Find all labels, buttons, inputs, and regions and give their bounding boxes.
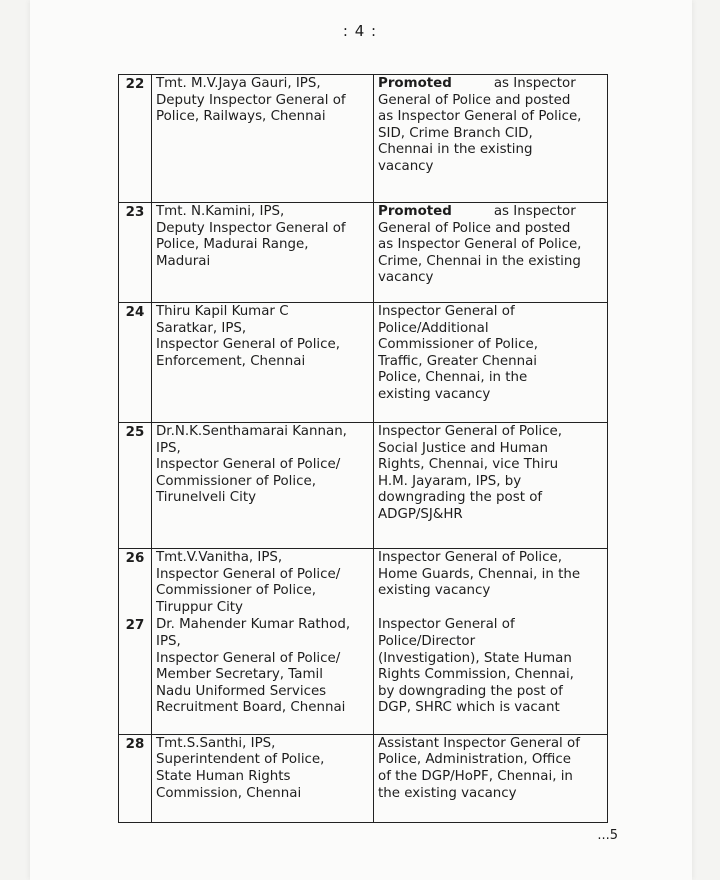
posting-line: Chennai in the existing — [378, 142, 533, 158]
officer-line: State Human Rights — [156, 769, 291, 785]
promotion-label: Promoted — [378, 76, 452, 91]
officer-line: Police, Railways, Chennai — [156, 109, 326, 125]
officer-line: Saratkar, IPS, — [156, 320, 247, 336]
officer-line: IPS, — [156, 440, 181, 456]
serial-number: 24 — [119, 303, 152, 423]
officer-details — [152, 75, 374, 203]
posting-line: Rights, Chennai, vice Thiru — [378, 457, 559, 473]
officer-line: Dr.N.K.Senthamarai Kannan, — [156, 424, 347, 439]
officer-details — [152, 616, 374, 734]
officer-line: Tirunelveli City — [156, 490, 257, 506]
officer-line: Tmt. N.Kamini, IPS, — [156, 204, 285, 219]
posting-details — [374, 549, 608, 617]
table-row — [119, 303, 608, 423]
posting-line: Inspector General of — [378, 617, 515, 633]
officer-line: Inspector General of Police/ — [156, 566, 341, 582]
promotion-label: Promoted — [378, 204, 452, 219]
posting-line — [378, 204, 603, 221]
officer-line: Commissioner of Police, — [156, 473, 316, 489]
officer-details — [152, 303, 374, 423]
officer-line: Inspector General of Police, — [156, 337, 340, 353]
posting-line-text: as Inspector — [493, 76, 576, 91]
officer-line: Recruitment Board, Chennai — [156, 700, 346, 716]
posting-line: DGP, SHRC which is vacant — [378, 700, 560, 716]
posting-line: Police/Director — [378, 633, 476, 649]
posting-orders-table — [118, 74, 608, 823]
serial-number: 26 — [119, 549, 152, 617]
posting-line: Inspector General of Police, — [378, 424, 562, 439]
officer-line: Tmt.S.Santhi, IPS, — [156, 735, 276, 751]
posting-line: Police, Chennai, in the — [378, 370, 528, 386]
officer-details — [152, 423, 374, 549]
table-row — [119, 734, 608, 822]
posting-line: Rights Commission, Chennai, — [378, 667, 574, 683]
posting-line: downgrading the post of — [378, 490, 543, 506]
officer-line: Tmt. M.V.Jaya Gauri, IPS, — [156, 76, 321, 91]
posting-details — [374, 734, 608, 822]
posting-line: as Inspector General of Police, — [378, 109, 582, 125]
table-row — [119, 203, 608, 303]
posting-line: General of Police and posted — [378, 220, 571, 236]
posting-line: Assistant Inspector General of — [378, 735, 580, 751]
table-row — [119, 75, 608, 203]
posting-line: (Investigation), State Human — [378, 650, 572, 666]
posting-details — [374, 423, 608, 549]
table-row — [119, 423, 608, 549]
officer-line: Member Secretary, Tamil — [156, 667, 323, 683]
officer-details — [152, 734, 374, 822]
posting-line: Commissioner of Police, — [378, 337, 538, 353]
officer-line: Police, Madurai Range, — [156, 237, 309, 253]
posting-line: by downgrading the post of — [378, 683, 563, 699]
officer-line: Deputy Inspector General of — [156, 220, 346, 236]
officer-line: Inspector General of Police/ — [156, 457, 341, 473]
serial-number: 22 — [119, 75, 152, 203]
posting-details — [374, 75, 608, 203]
officer-line: Deputy Inspector General of — [156, 92, 346, 108]
posting-details — [374, 303, 608, 423]
officer-line: Inspector General of Police/ — [156, 650, 341, 666]
posting-line: existing vacancy — [378, 583, 491, 599]
officer-line: Commissioner of Police, — [156, 583, 316, 599]
posting-line: General of Police and posted — [378, 92, 571, 108]
posting-line: H.M. Jayaram, IPS, by — [378, 473, 522, 489]
officer-line: Dr. Mahender Kumar Rathod, — [156, 617, 351, 633]
table-row — [119, 616, 608, 734]
posting-line: as Inspector General of Police, — [378, 237, 582, 253]
posting-line: the existing vacancy — [378, 785, 517, 801]
posting-line: Social Justice and Human — [378, 440, 548, 456]
posting-line: Inspector General of Police, — [378, 550, 562, 565]
posting-line: Police, Administration, Office — [378, 752, 571, 768]
posting-line: Inspector General of — [378, 304, 515, 319]
serial-number: 28 — [119, 734, 152, 822]
posting-line — [378, 76, 603, 93]
officer-line: Tiruppur City — [156, 599, 243, 615]
officer-line: Thiru Kapil Kumar C — [156, 304, 289, 319]
posting-line: Traffic, Greater Chennai — [378, 353, 537, 369]
serial-number: 27 — [119, 616, 152, 734]
posting-details — [374, 203, 608, 303]
continuation-marker: ...5 — [597, 828, 618, 843]
posting-line-text: as Inspector — [493, 204, 576, 219]
posting-details — [374, 616, 608, 734]
officer-line: IPS, — [156, 633, 181, 649]
posting-line: of the DGP/HoPF, Chennai, in — [378, 769, 573, 785]
posting-line: vacancy — [378, 158, 434, 174]
officer-line: Superintendent of Police, — [156, 752, 325, 768]
officer-details — [152, 203, 374, 303]
table-row — [119, 549, 608, 617]
posting-line: ADGP/SJ&HR — [378, 506, 463, 522]
posting-line: existing vacancy — [378, 386, 491, 402]
officer-line: Tmt.V.Vanitha, IPS, — [156, 550, 283, 565]
posting-line: SID, Crime Branch CID, — [378, 125, 533, 141]
posting-line: vacancy — [378, 270, 434, 286]
posting-line: Home Guards, Chennai, in the — [378, 566, 581, 582]
officer-line: Commission, Chennai — [156, 785, 302, 801]
page-number: : 4 : — [342, 22, 378, 40]
posting-line: Crime, Chennai in the existing — [378, 253, 581, 269]
officer-line: Enforcement, Chennai — [156, 353, 306, 369]
posting-line: Police/Additional — [378, 320, 489, 336]
serial-number: 23 — [119, 203, 152, 303]
officer-line: Nadu Uniformed Services — [156, 683, 327, 699]
serial-number: 25 — [119, 423, 152, 549]
officer-line: Madurai — [156, 253, 211, 269]
officer-details — [152, 549, 374, 617]
